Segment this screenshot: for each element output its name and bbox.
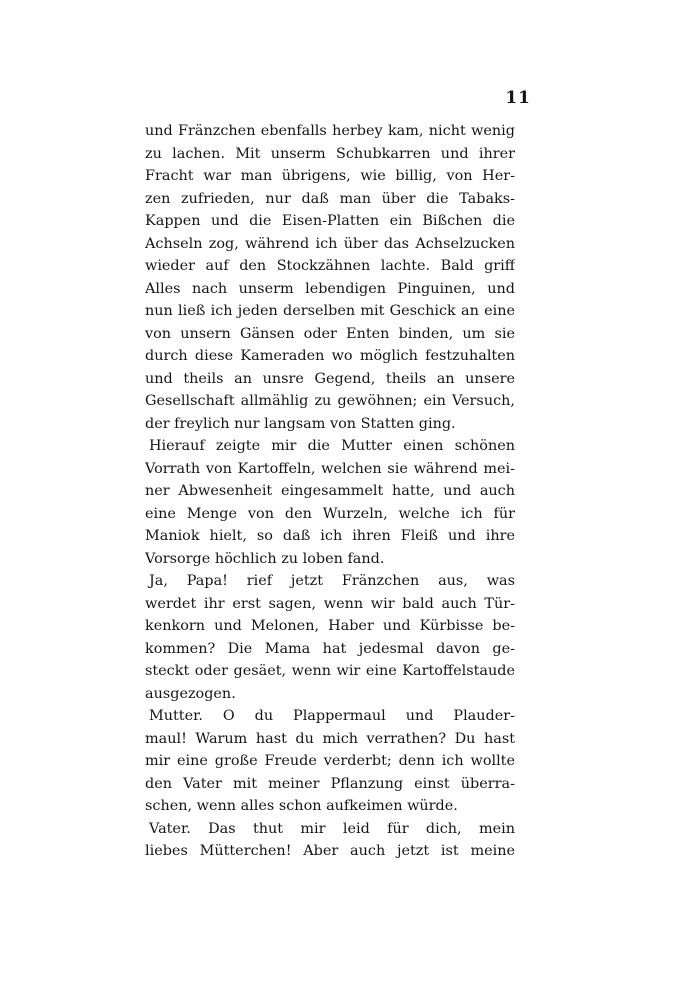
text-line: steckt oder gesäet, wenn wir eine Kartoffelstaude [145,663,515,679]
text-line: und Fränzchen ebenfalls herbey kam, nicht wenig [145,123,515,139]
text-line: und theils an unsre Gegend, theils an unsere [145,370,515,387]
text-line: maul! Warum hast du mich verrathen? Du hast [145,730,515,747]
text-line: von unsern Gänsen oder Enten binden, um sie [145,325,515,342]
text-line: Maniok hielt, so daß ich ihren Fleiß und ihre [145,528,515,544]
text-line: Mutter. O du Plappermaul und Plauder- [149,708,515,724]
text-line: eine Menge von den Wurzeln, welche ich für [145,505,515,522]
text-line: Gesellschaft allmählig zu gewöhnen; ein Versuch, [145,393,515,409]
text-line: ner Abwesenheit eingesammelt hatte, und auch [145,483,515,499]
text-line: schen, wenn alles schon aufkeimen würde. [145,798,458,814]
page-number: 11 [505,88,531,108]
text-line: durch diese Kameraden wo möglich festzuhalten [145,348,515,364]
text-line: der freylich nur langsam von Statten ging. [145,415,456,432]
text-line: den Vater mit meiner Pflanzung einst überra- [145,775,515,792]
text-line: kenkorn und Melonen, Haber und Kürbisse be- [145,618,515,634]
text-line: Achseln zog, während ich über das Achselzucken [145,235,515,252]
text-line: liebes Mütterchen! Aber auch jetzt ist meine [145,843,515,859]
text-line: Kappen und die Eisen-Platten ein Bißchen die [145,213,515,229]
text-line: nun ließ ich jeden derselben mit Geschick an eine [145,303,515,319]
text-line: Fracht war man übrigens, wie billig, von Her- [145,168,515,184]
text-line: kommen? Die Mama hat jedesmal davon ge- [145,640,515,657]
text-line: Alles nach unserm lebendigen Pinguinen, und [145,280,515,297]
text-line: ausgezogen. [145,685,236,702]
text-line: mir eine große Freude verderbt; denn ich wollte [145,753,515,769]
text-line: Ja, Papa! rief jetzt Fränzchen aus, was [149,573,515,589]
text-line: werdet ihr erst sagen, wenn wir bald auch Tür- [145,595,515,612]
text-line: zu lachen. Mit unserm Schubkarren und ihrer [145,145,515,162]
body-text [145,120,515,863]
text-line: Vorsorge höchlich zu loben fand. [145,550,385,567]
text-line: Hierauf zeigte mir die Mutter einen schönen [149,438,515,454]
text-line: zen zufrieden, nur daß man über die Tabaks- [145,190,515,207]
text-line: Vater. Das thut mir leid für dich, mein [149,820,515,837]
text-line: Vorrath von Kartoffeln, welchen sie während mei- [145,460,515,477]
text-line: wieder auf den Stockzähnen lachte. Bald griff [145,258,515,274]
